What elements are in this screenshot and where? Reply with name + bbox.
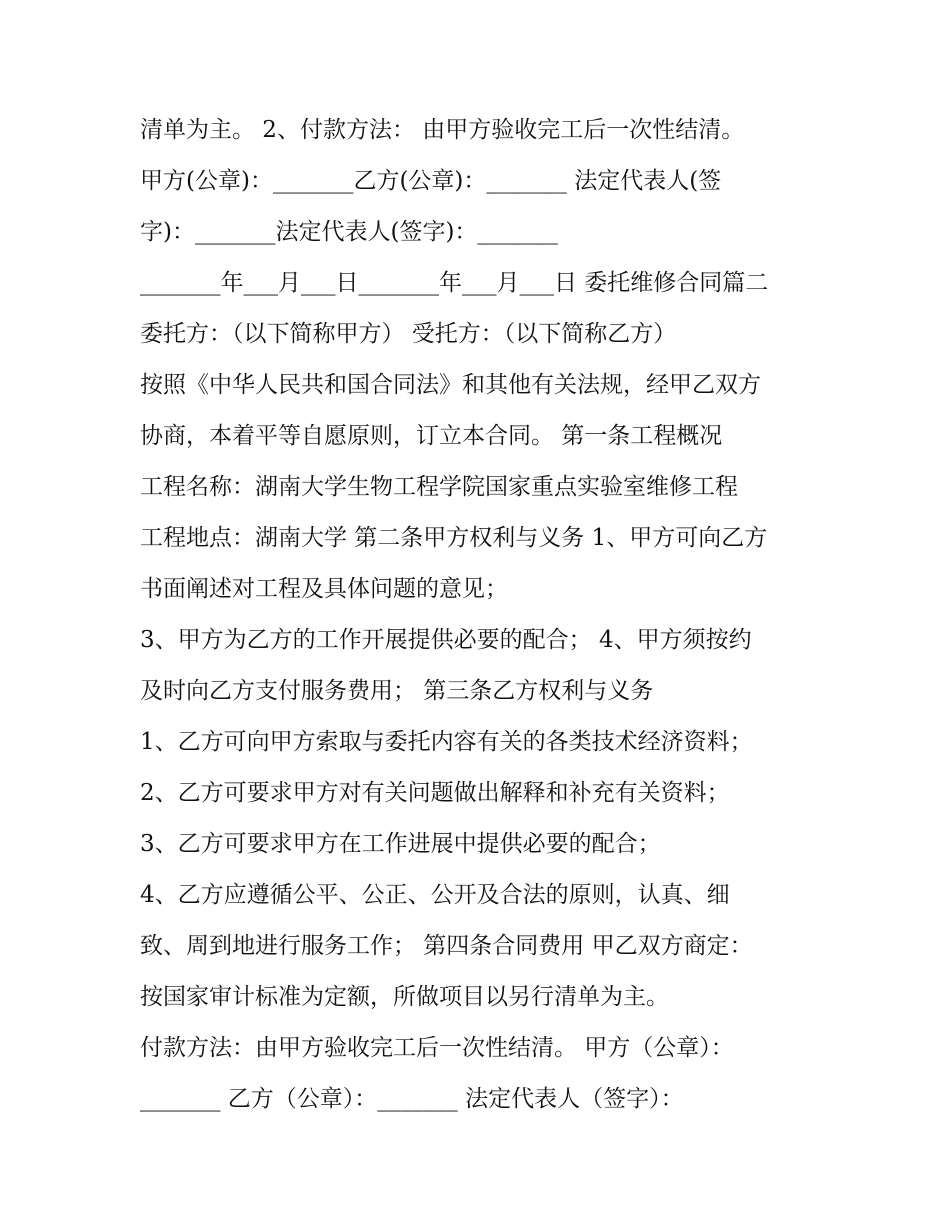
text-line-2: 甲方(公章)：_______乙方(公章)：_______ 法定代表人(签 xyxy=(140,168,722,194)
contract-body-text xyxy=(140,105,840,1125)
text-line-16: 4、乙方应遵循公平、公正、公开及合法的原则，认真、细 xyxy=(140,882,730,908)
text-line-18: 按国家审计标准为定额，所做项目以另行清单为主。 xyxy=(140,984,669,1010)
text-line-12: 及时向乙方支付服务费用； 第三条乙方权利与义务 xyxy=(140,678,654,704)
text-line-4: _______年___月___日_______年___月___日 委托维修合同篇二 xyxy=(140,270,769,296)
text-line-8: 工程名称：湖南大学生物工程学院国家重点实验室维修工程 xyxy=(140,474,738,500)
text-line-19: 付款方法：由甲方验收完工后一次性结清。 甲方（公章）： xyxy=(140,1035,734,1061)
text-line-3: 字)：_______法定代表人(签字)：_______ xyxy=(140,219,558,245)
text-line-15: 3、乙方可要求甲方在工作进展中提供必要的配合； xyxy=(140,831,661,857)
text-line-11: 3、甲方为乙方的工作开展提供必要的配合； 4、甲方须按约 xyxy=(140,627,752,653)
text-line-20: _______ 乙方（公章）：_______ 法定代表人（签字）： xyxy=(140,1086,684,1112)
text-line-14: 2、乙方可要求甲方对有关问题做出解释和补充有关资料； xyxy=(140,780,730,806)
text-line-5: 委托方：（以下简称甲方） 受托方：（以下简称乙方） xyxy=(140,321,677,347)
text-line-1: 清单为主。 2、付款方法： 由甲方验收完工后一次性结清。 xyxy=(140,117,745,143)
text-line-6: 按照《中华人民共和国合同法》和其他有关法规，经甲乙双方 xyxy=(140,372,761,398)
text-line-7: 协商，本着平等自愿原则，订立本合同。 第一条工程概况 xyxy=(140,423,723,449)
text-line-9: 工程地点：湖南大学 第二条甲方权利与义务 1、甲方可向乙方 xyxy=(140,525,768,551)
text-line-13: 1、乙方可向甲方索取与委托内容有关的各类技术经济资料； xyxy=(140,729,753,755)
text-line-10: 书面阐述对工程及具体问题的意见； xyxy=(140,576,508,602)
text-line-17: 致、周到地进行服务工作； 第四条合同费用 甲乙双方商定： xyxy=(140,933,753,959)
